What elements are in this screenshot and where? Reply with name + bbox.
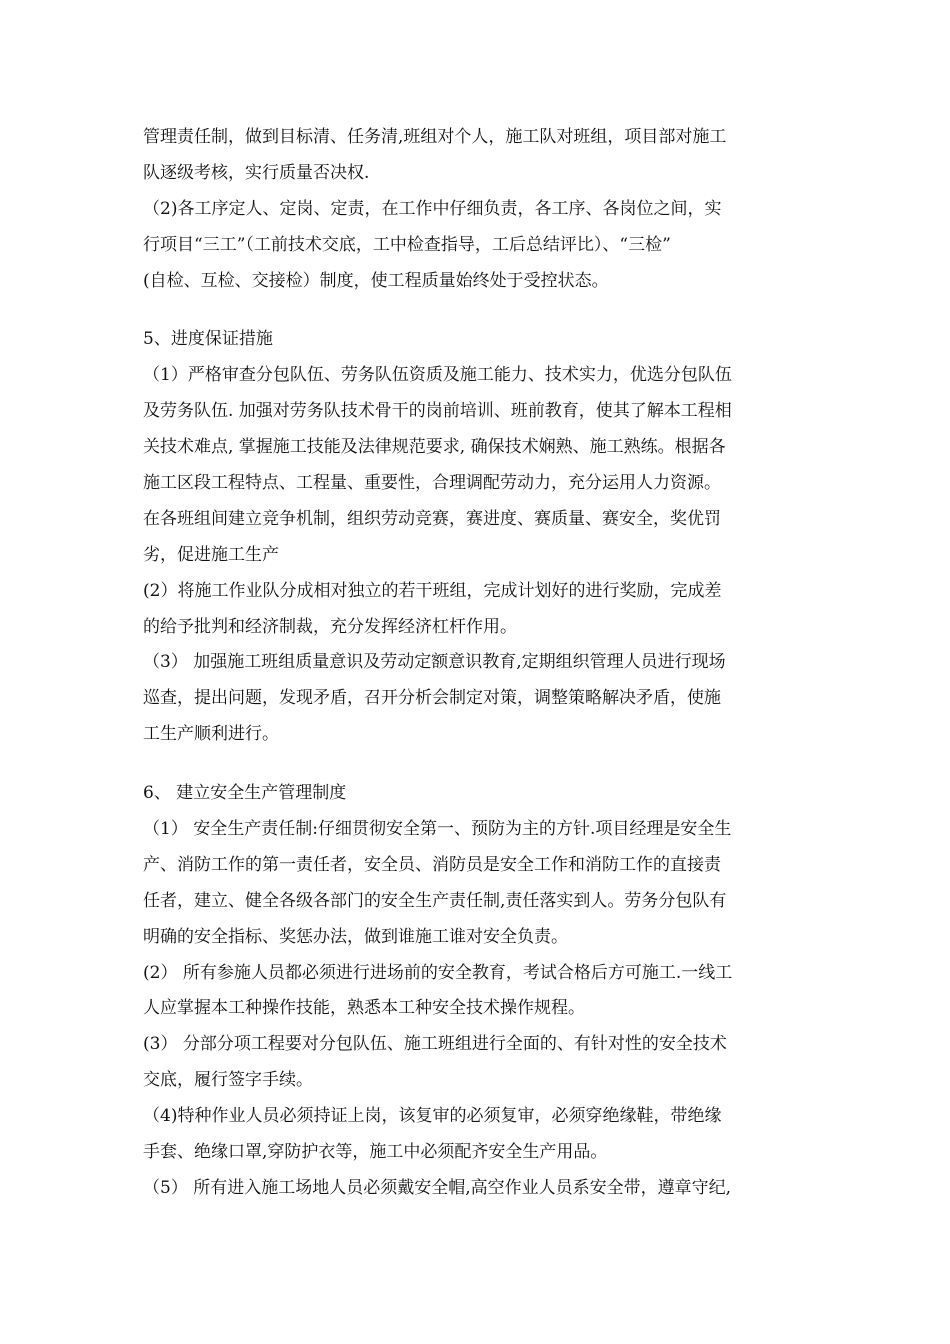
paragraph-line: 产、消防工作的第一责任者，安全员、消防员是安全工作和消防工作的直接责 <box>143 854 721 875</box>
paragraph-line: 人应掌握本工种操作技能，熟悉本工种安全技术操作规程。 <box>143 998 585 1019</box>
paragraph-line: 交底，履行签字手续。 <box>143 1070 313 1091</box>
document-body <box>143 120 813 1207</box>
paragraph-line: 巡查，提出问题，发现矛盾，召开分析会制定对策，调整策略解决矛盾，使施 <box>143 688 721 709</box>
paragraph-line: （1）严格审查分包队伍、劳务队伍资质及施工能力、技术实力，优选分包队伍 <box>143 365 732 386</box>
paragraph-line: 明确的安全指标、奖惩办法，做到谁施工谁对安全负责。 <box>143 926 568 947</box>
section-gap <box>143 299 813 322</box>
paragraph-line: 管理责任制，做到目标清、任务清,班组对个人，施工队对班组，项目部对施工 <box>143 127 727 147</box>
paragraph-line: 关技术难点, 掌握施工技能及法律规范要求, 确保技术娴熟、施工熟练。根据各 <box>143 437 726 458</box>
paragraph-line: （1） 安全生产责任制:仔细贯彻安全第一、预防为主的方针.项目经理是安全生 <box>143 819 732 840</box>
paragraph-line: （3） 加强施工班组质量意识及劳动定额意识教育,定期组织管理人员进行现场 <box>143 652 726 673</box>
paragraph-line: (2） 所有参施人员都必须进行进场前的安全教育，考试合格后方可施工.一线工 <box>143 962 733 983</box>
section-heading: 6、 建立安全生产管理制度 <box>143 783 347 804</box>
paragraph-line: 施工区段工程特点、工程量、重要性，合理调配劳动力，充分运用人力资源。 <box>143 473 721 494</box>
paragraph-line: 劣，促进施工生产 <box>143 544 279 565</box>
paragraph-line: （5） 所有进入施工场地人员必须戴安全帽,高空作业人员系安全带，遵章守纪, <box>143 1177 732 1198</box>
paragraph-line: (2）将施工作业队分成相对独立的若干班组，完成计划好的进行奖励，完成差 <box>143 580 722 601</box>
paragraph-line: 及劳务队伍. 加强对劳务队技术骨干的岗前培训、班前教育，使其了解本工程相 <box>143 401 732 422</box>
paragraph-line: (3） 分部分项工程要对分包队伍、施工班组进行全面的、有针对性的安全技术 <box>143 1034 727 1055</box>
paragraph-line: 行项目“三工”（工前技术交底，工中检查指导，工后总结评比）、“三检” <box>143 234 671 255</box>
paragraph-line: 队逐级考核，实行质量否决权. <box>143 162 370 183</box>
paragraph-line: 在各班组间建立竞争机制，组织劳动竞赛，赛进度、赛质量、赛安全，奖优罚 <box>143 508 721 529</box>
paragraph-line: 手套、绝缘口罩,穿防护衣等，施工中必须配齐安全生产用品。 <box>143 1142 608 1163</box>
section-gap <box>143 753 813 776</box>
paragraph-line: 任者，建立、健全各级各部门的安全生产责任制,责任落实到人。劳务分包队有 <box>143 890 727 911</box>
paragraph-line: （2)各工序定人、定岗、定责，在工作中仔细负责，各工序、各岗位之间，实 <box>143 198 722 219</box>
paragraph-line: 的给予批判和经济制裁，充分发挥经济杠杆作用。 <box>143 616 517 637</box>
paragraph-line: (自检、互检、交接检）制度，使工程质量始终处于受控状态。 <box>143 270 609 291</box>
paragraph-line: 工生产顺利进行。 <box>143 724 279 745</box>
paragraph-line: （4)特种作业人员必须持证上岗，该复审的必须复审，必须穿绝缘鞋，带绝缘 <box>143 1106 722 1127</box>
section-heading: 5、进度保证措施 <box>143 329 273 350</box>
